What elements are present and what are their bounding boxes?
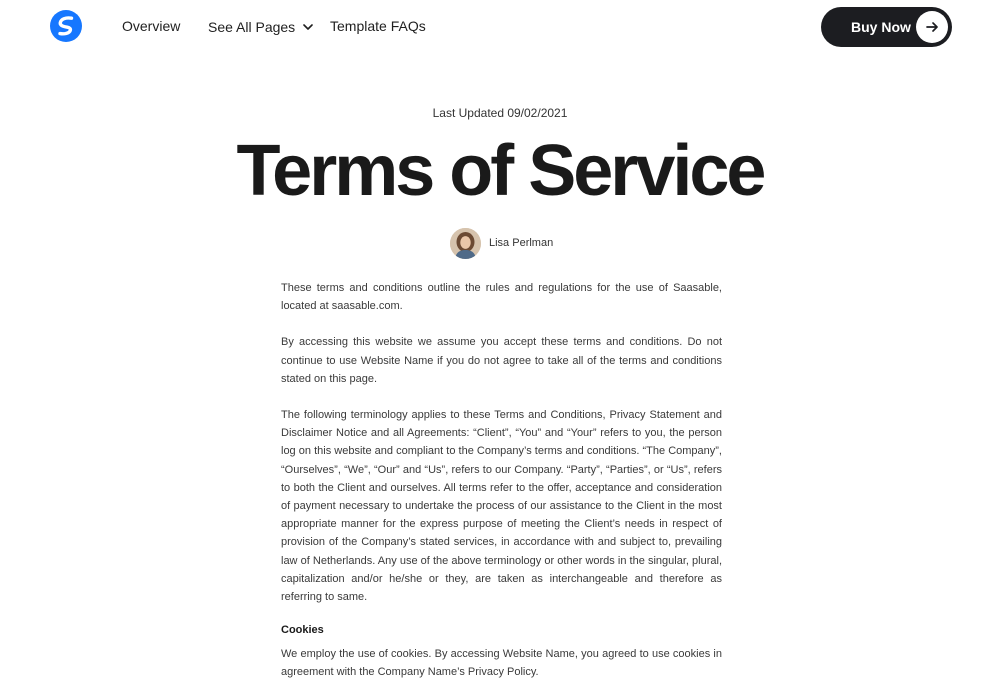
nav-link-overview[interactable]: Overview [122, 18, 181, 34]
avatar [450, 228, 481, 259]
last-updated-date: Last Updated 09/02/2021 [432, 106, 568, 120]
cookies-paragraph: We employ the use of cookies. By accessing Website Name, you agreed to use cookies in agreement with the Company Name’s Privacy Policy. [281, 648, 722, 679]
nav-link-see-all-pages-label: See All Pages [208, 19, 296, 35]
saasable-logo-icon[interactable] [50, 10, 82, 42]
buy-now-button[interactable] [821, 7, 952, 47]
terms-content [281, 279, 722, 680]
nav-link-template-faqs[interactable]: Template FAQs [330, 18, 426, 34]
arrow-right-icon [916, 11, 948, 43]
chevron-down-icon [303, 18, 313, 34]
top-navigation [0, 0, 1000, 54]
buy-now-label: Buy Now [851, 19, 911, 35]
intro-paragraph: These terms and conditions outline the rules and regulations for the use of Saasable, located at saasable.com. [281, 282, 722, 313]
terminology-paragraph: The following terminology applies to these Terms and Conditions, Privacy Statement and Disclaimer Notice and all Agreements: “Client”, “You” and “Your” refers to you, the person log on this website and compliant to the Company’s terms and conditions. “The Company”, “Ourselves”, “We”, “Our” and “Us”, refers to our Company. “Party”, “Parties”, or “Us”, refers to both the Client and ourselves. All terms refer to the offer, acceptance and consideration of payment necessary to undertake the process of our assistance to the Client in the most appropriate manner for the express purpose of meeting the Client’s needs in respect of provision of the Company’s stated services, in accordance with and subject to, prevailing law of Netherlands. Any use of the above terminology or other words in the singular, plural, capitalization and/or he/she or they, are taken as interchangeable and therefore as referring to same. [281, 409, 722, 604]
author-name: Lisa Perlman [489, 237, 554, 249]
cookies-heading: Cookies [281, 624, 324, 637]
acceptance-paragraph: By accessing this website we assume you accept these terms and conditions. Do not continue to use Website Name if you do not agree to take all of the terms and conditions stated on this page. [281, 336, 722, 385]
page-title: Terms of Service [236, 131, 764, 211]
nav-link-see-all-pages[interactable] [208, 18, 313, 35]
